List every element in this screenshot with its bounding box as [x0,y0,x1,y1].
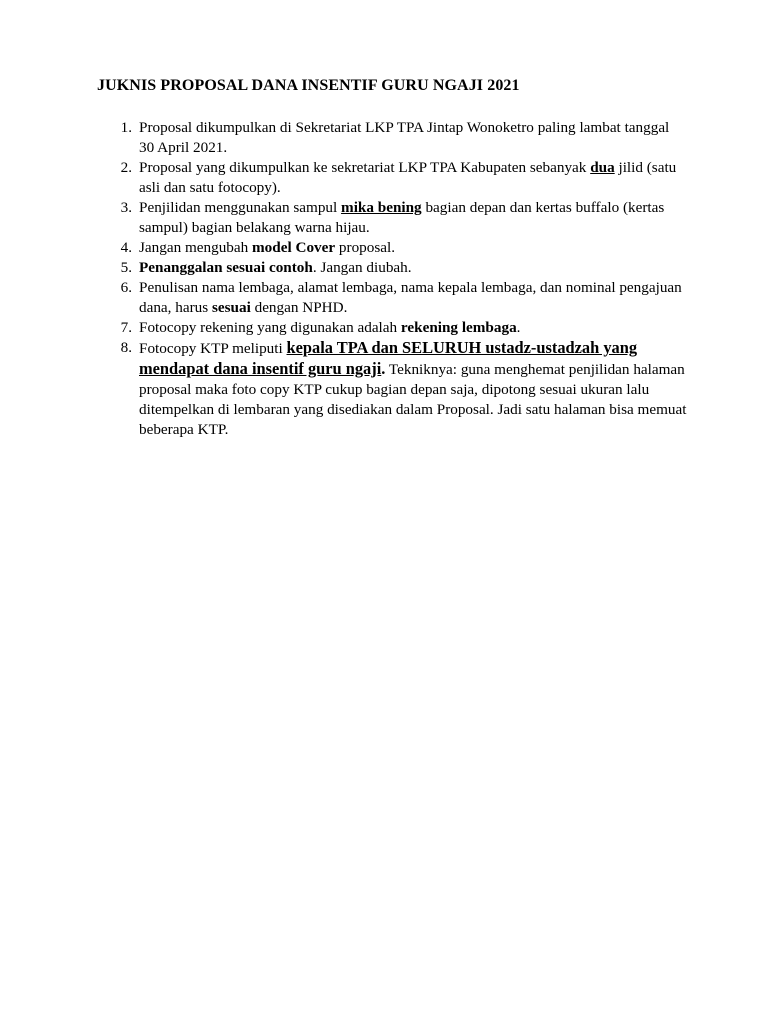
list-item [97,338,687,440]
list-item [97,318,687,338]
item-text-plain: dengan NPHD. [250,299,348,316]
item-number: 6. [120,279,132,296]
item-text-plain: . Jangan diubah. [312,259,412,276]
item-text-plain: Penjilidan menggunakan sampul [139,199,342,216]
item-number: 8. [120,339,132,356]
item-number: 4. [120,239,132,256]
document-title: JUKNIS PROPOSAL DANA INSENTIF GURU NGAJI 2021 [97,77,520,94]
item-text-emphasis: dua [590,159,615,176]
item-text-plain: Fotocopy KTP meliputi [139,340,287,357]
item-text [139,338,687,440]
item-text [139,198,687,238]
item-text-plain: Penulisan nama lembaga, alamat lembaga, nama kepala lembaga, dan nominal pengajuan dana, harus [139,279,682,316]
item-text-plain: jilid (satu asli dan satu fotocopy). [139,159,677,196]
item-text-plain: Proposal yang dikumpulkan ke sekretariat LKP TPA Kabupaten sebanyak [139,159,591,176]
item-text [139,238,687,258]
list-item [97,158,687,198]
item-text-emphasis: model Cover [252,239,336,256]
item-text-plain: Proposal dikumpulkan di Sekretariat LKP TPA Jintap Wonoketro paling lambat tanggal 30 April 2021. [139,119,670,156]
item-number: 5. [120,259,132,276]
item-text-emphasis: kepala TPA dan SELURUH ustadz-ustadzah yang mendapat dana insentif guru ngaji [139,338,638,378]
item-text-plain: bagian depan dan kertas buffalo (kertas sampul) bagian belakang warna hijau. [139,199,665,236]
item-text-emphasis-period: . [381,359,386,378]
list-item [97,118,687,158]
item-text [139,258,687,278]
item-text [139,118,687,158]
list-item [97,278,687,318]
item-text-plain: Tekniknya: guna menghemat penjilidan halaman proposal maka foto copy KTP cukup bagian depan saja, dipotong sesuai ukuran lalu ditempelkan di lembaran yang disediakan dalam Proposal. Jadi satu halaman bisa memuat beberapa KTP. [139,361,687,438]
item-text-plain: proposal. [335,239,396,256]
item-text-emphasis: sesuai [211,299,251,316]
item-text-plain: Jangan mengubah [139,239,253,256]
item-text [139,318,687,338]
item-number: 2. [120,159,132,176]
item-number: 3. [120,199,132,216]
item-text-plain: . [516,319,521,336]
list-item [97,238,687,258]
item-text-emphasis: rekening lembaga [400,319,517,336]
item-text [139,278,687,318]
instruction-list [97,118,687,440]
item-text [139,158,687,198]
item-number: 7. [120,319,132,336]
list-item [97,198,687,238]
item-text-plain: Fotocopy rekening yang digunakan adalah [139,319,401,336]
item-text-emphasis: mika bening [341,199,422,216]
item-number: 1. [120,119,132,136]
list-item [97,258,687,278]
item-text-emphasis: Penanggalan sesuai contoh [139,259,313,276]
